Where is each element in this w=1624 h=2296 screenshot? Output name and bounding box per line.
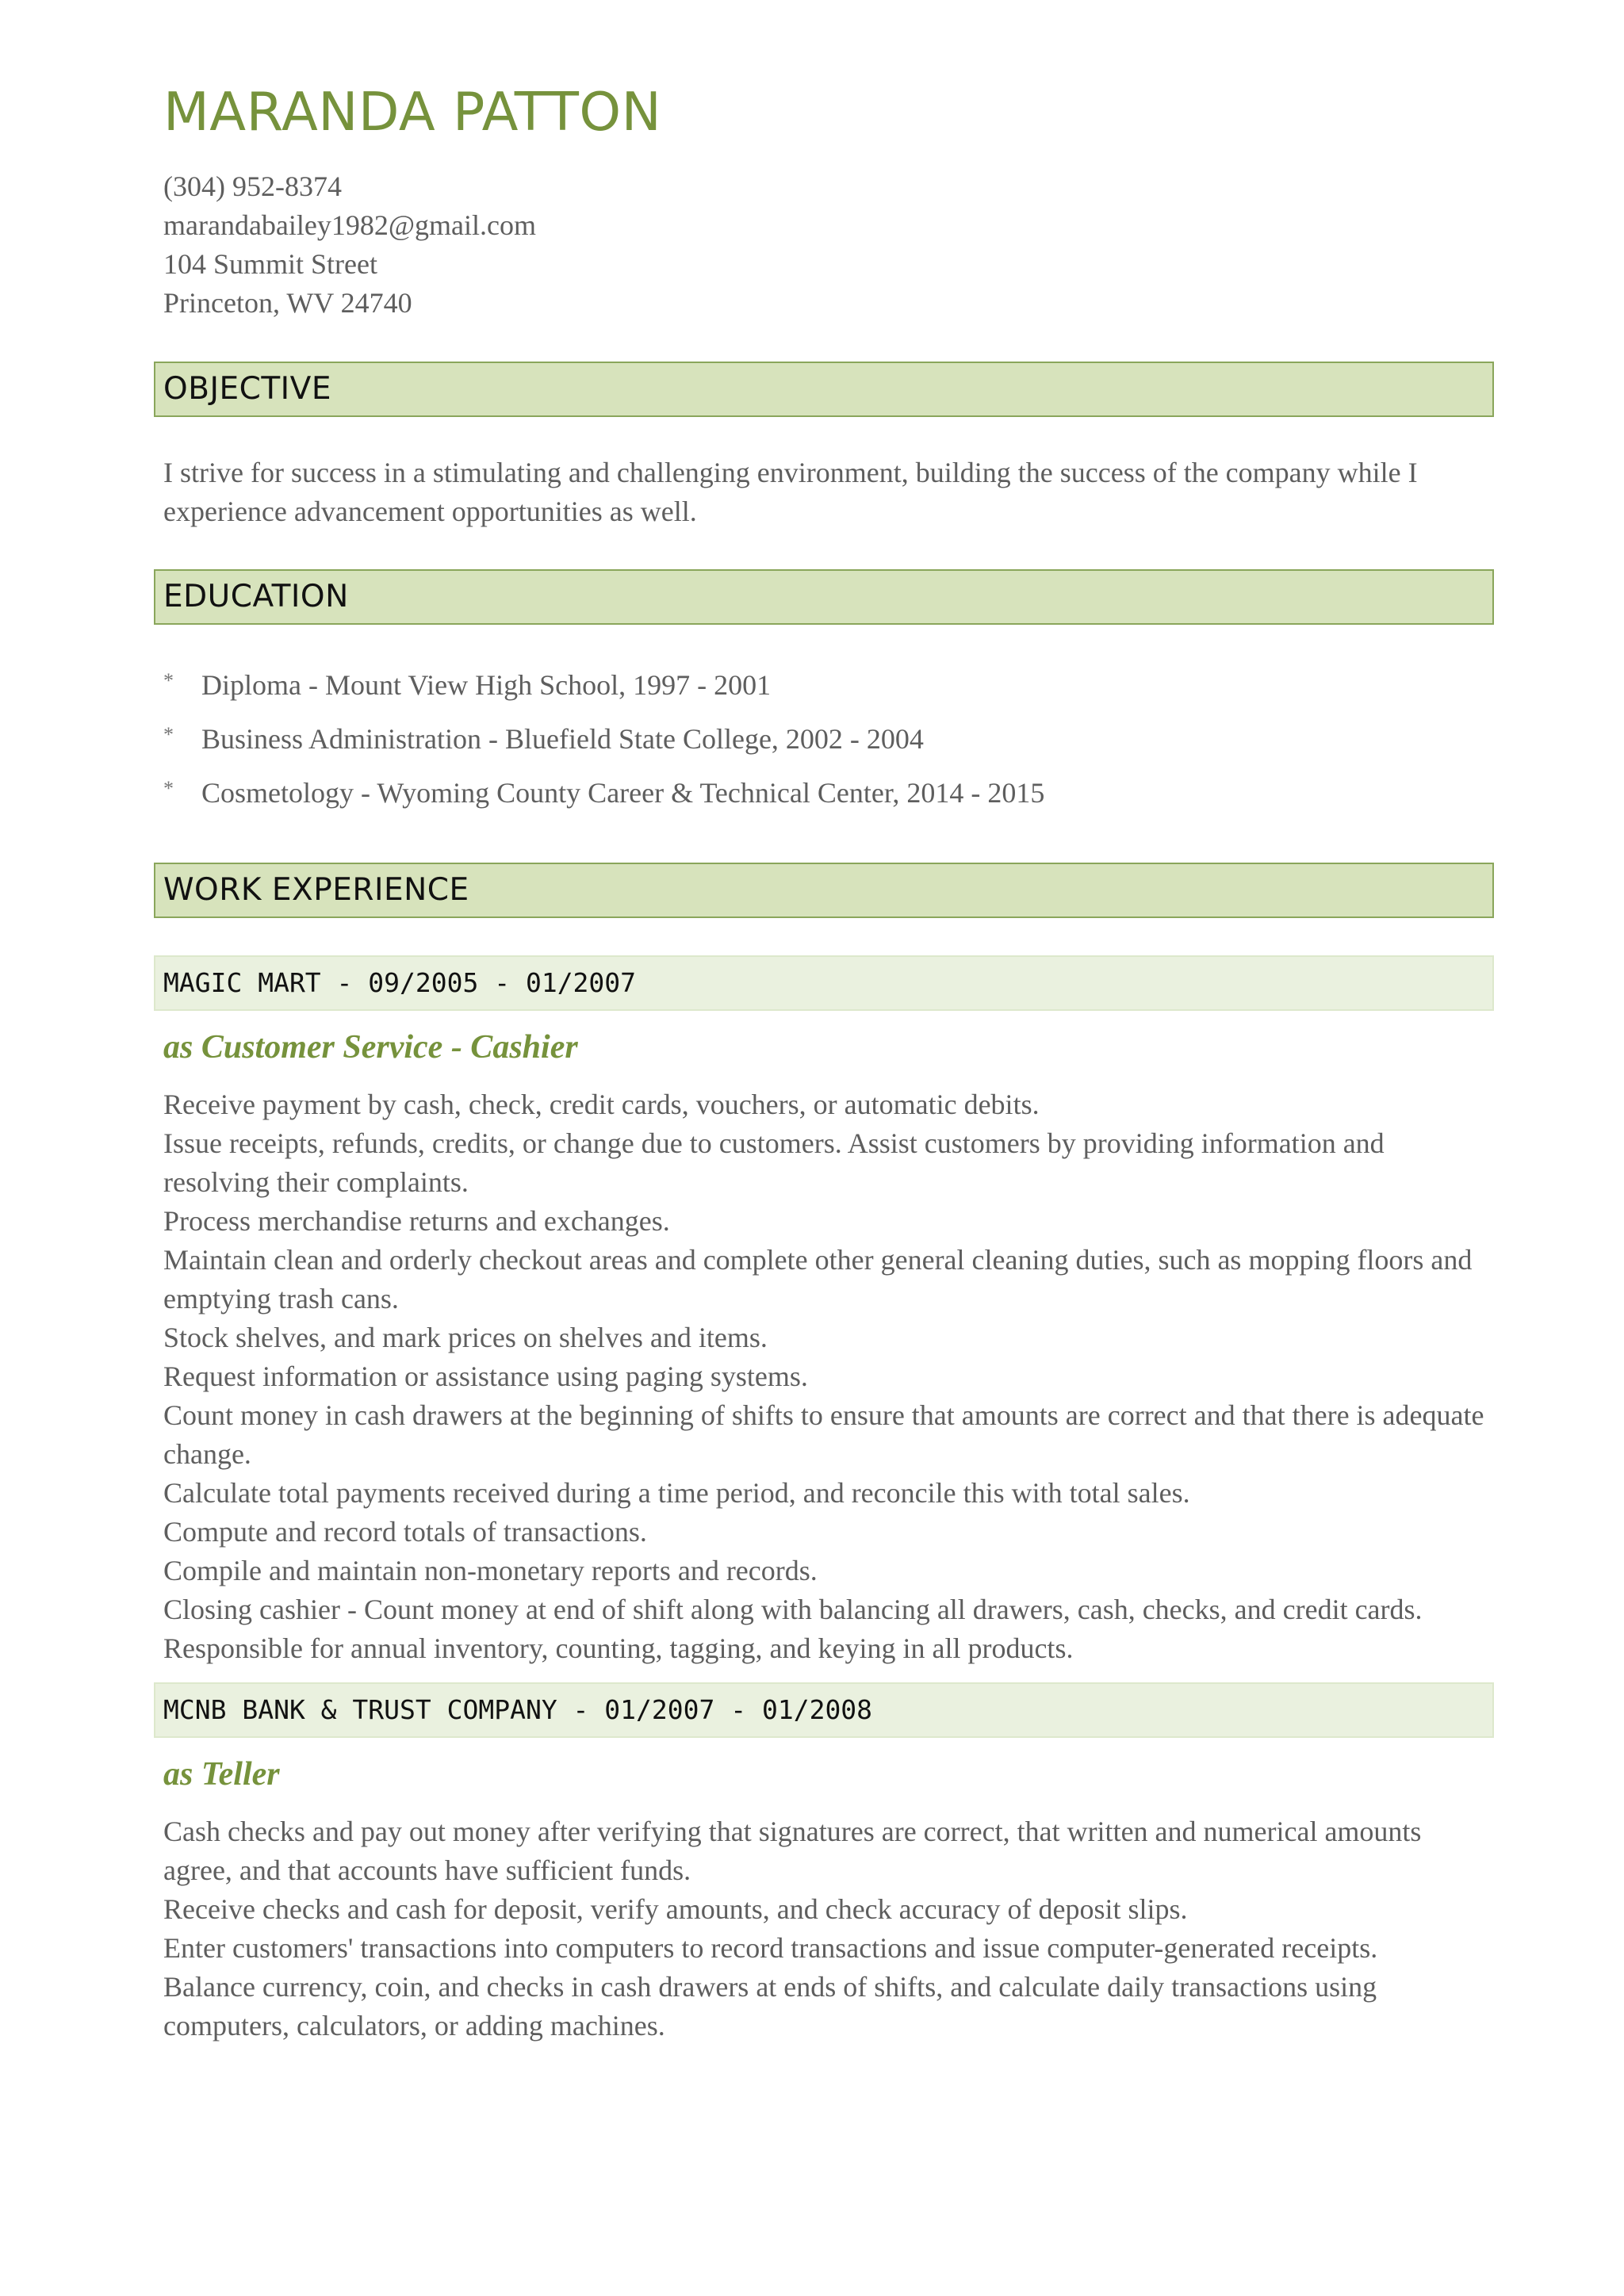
job-company-dates: MAGIC MART - 09/2005 - 01/2007	[154, 955, 1494, 1011]
objective-text: I strive for success in a stimulating and challenging environment, building the success of the company while I experience advancement opportunities as well.	[163, 457, 1418, 527]
duty-line: Closing cashier - Count money at end of shift along with balancing all drawers, cash, checks, and credit cards. Responsible for annual inventory, counting, tagging, and keying in all products.	[163, 1594, 1423, 1664]
candidate-name: MARANDA PATTON	[163, 81, 662, 143]
duty-line: Maintain clean and orderly checkout areas and complete other general cleaning duties, such as mopping floors and emptying trash cans.	[163, 1244, 1473, 1314]
objective-heading: OBJECTIVE	[154, 362, 1494, 417]
duty-line: Count money in cash drawers at the beginning of shifts to ensure that amounts are correct and that there is adequate change.	[163, 1399, 1484, 1470]
duty-line: Process merchandise returns and exchanges.	[163, 1205, 670, 1237]
duty-line: Cash checks and pay out money after verifying that signatures are correct, that written and numerical amounts agree, and that accounts have sufficient funds.	[163, 1816, 1422, 1886]
duty-line: Balance currency, coin, and checks in cash drawers at ends of shifts, and calculate daily transactions using computers, calculators, or adding machines.	[163, 1971, 1377, 2042]
duty-line: Issue receipts, refunds, credits, or change due to customers. Assist customers by providing information and resolving their complaints.	[163, 1127, 1385, 1198]
contact-block	[163, 167, 1494, 323]
work-experience-heading: WORK EXPERIENCE	[154, 863, 1494, 918]
education-list	[163, 666, 1494, 813]
job-role: as Teller	[163, 1756, 280, 1793]
duty-line: Compute and record totals of transactions.	[163, 1516, 647, 1548]
education-item	[163, 720, 1494, 759]
resume-page	[154, 75, 1494, 2045]
job-duties	[163, 1085, 1494, 1668]
education-item-text: Business Administration - Bluefield State College, 2002 - 2004	[201, 723, 924, 755]
education-item	[163, 774, 1494, 813]
duty-line: Enter customers' transactions into computers to record transactions and issue computer-generated receipts.	[163, 1932, 1378, 1964]
duty-line: Calculate total payments received during a time period, and reconcile this with total sales.	[163, 1477, 1190, 1509]
city-state-zip: Princeton, WV 24740	[163, 287, 412, 319]
bullet-icon: *	[163, 777, 174, 800]
duty-line: Receive checks and cash for deposit, verify amounts, and check accuracy of deposit slips.	[163, 1893, 1188, 1925]
phone-number: (304) 952-8374	[163, 170, 342, 202]
street-address: 104 Summit Street	[163, 248, 377, 280]
duty-line: Receive payment by cash, check, credit cards, vouchers, or automatic debits.	[163, 1089, 1040, 1120]
bullet-icon: *	[163, 669, 174, 692]
email-address: marandabailey1982@gmail.com	[163, 209, 537, 241]
job-duties	[163, 1812, 1494, 2045]
duty-line: Stock shelves, and mark prices on shelves and items.	[163, 1322, 768, 1353]
education-heading: EDUCATION	[154, 569, 1494, 625]
education-item	[163, 666, 1494, 705]
duty-line: Compile and maintain non-monetary reports and records.	[163, 1555, 818, 1586]
job-company-dates: MCNB BANK & TRUST COMPANY - 01/2007 - 01/2008	[154, 1682, 1494, 1738]
job-role: as Customer Service - Cashier	[163, 1029, 578, 1066]
bullet-icon: *	[163, 723, 174, 746]
education-item-text: Diploma - Mount View High School, 1997 - 2001	[201, 669, 772, 701]
education-item-text: Cosmetology - Wyoming County Career & Technical Center, 2014 - 2015	[201, 777, 1045, 809]
duty-line: Request information or assistance using paging systems.	[163, 1360, 808, 1392]
